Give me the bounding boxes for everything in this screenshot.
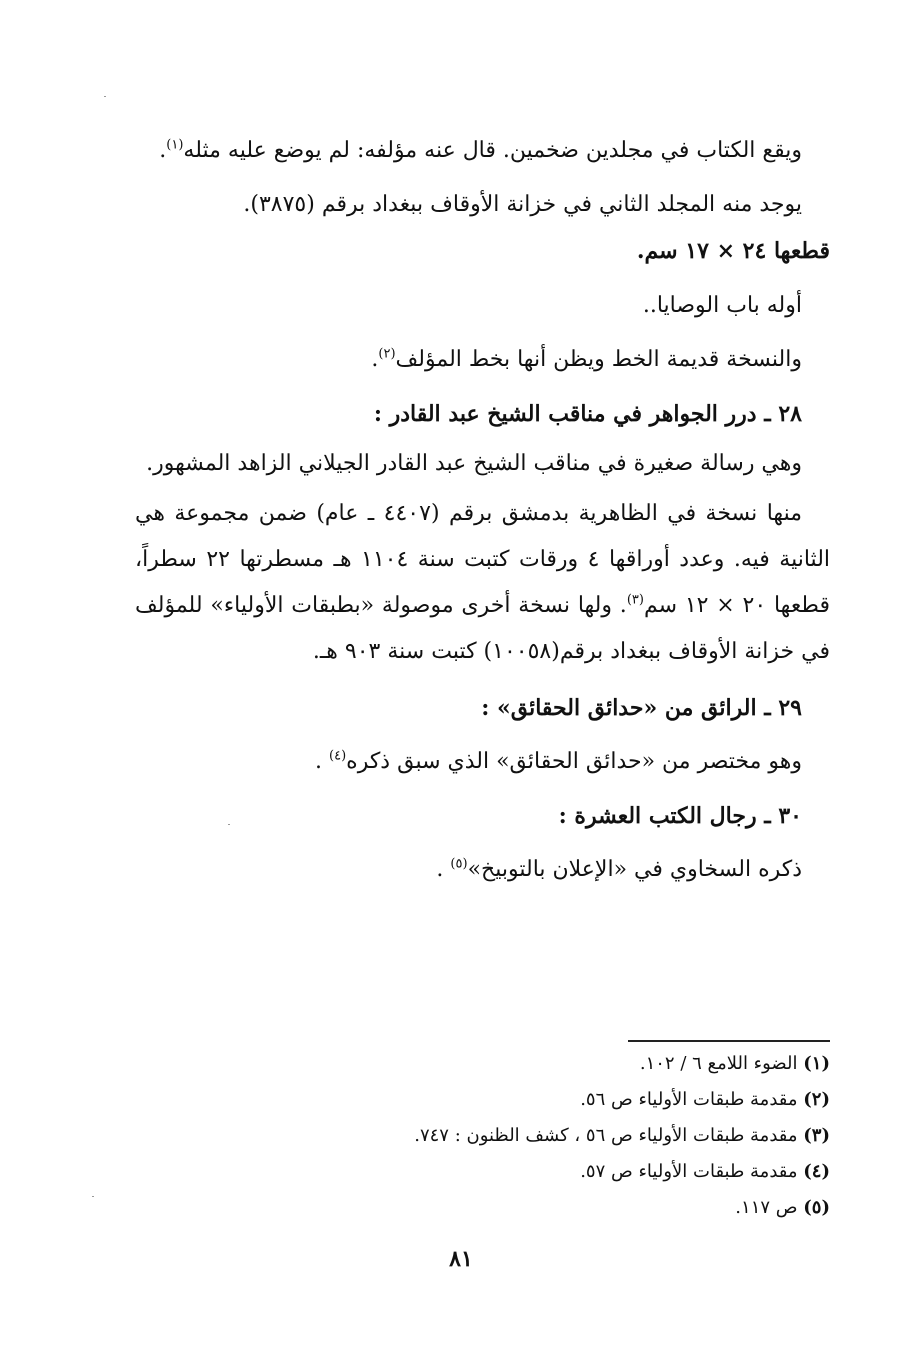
entry-29-heading: ٢٩ ـ الرائق من «حدائق الحقائق» : [481,695,802,721]
footnote-3: (٣) مقدمة طبقات الأولياء ص ٥٦ ، كشف الظنون : ٧٤٧. [414,1125,830,1146]
entry-28-copies: منها نسخة في الظاهرية بدمشق برقم (٤٤٠٧ ـ عام) ضمن مجموعة هي الثانية فيه. وعدد أوراقها ٤ ورقات كتبت سنة ١١٠٤ هـ مسطرتها ٢٢ سطراً، قطعها ٢٠ × ١٢ سم$^{(٣)}$. ولها نسخة أخرى موصولة «بطبقات الأولياء» للمؤلف في خزانة الأوقاف ببغداد برقم(١٠٠٥٨) كتبت سنة ٩٠٣ هـ. [135,501,831,664]
footnote-ref: (١) [166,137,184,153]
paragraph-handwriting: والنسخة قديمة الخط ويظن أنها بخط المؤلف$^{(٢)}$. [371,346,802,372]
page-number: ٨١ [449,1246,473,1272]
entry-30-heading: ٣٠ ـ رجال الكتب العشرة : [558,803,802,829]
footnote-5: (٥) ص ١١٧. [735,1197,830,1218]
footnote-2: (٢) مقدمة طبقات الأولياء ص ٥٦. [580,1089,830,1110]
footnote-ref: (٣) [626,592,644,608]
paragraph-text: يوجد منه المجلد الثاني في خزانة الأوقاف ببغداد برقم (٣٨٧٥). [243,192,802,217]
footnote-4: (٤) مقدمة طبقات الأولياء ص ٥٧. [580,1161,830,1182]
entry-28-heading: ٢٨ ـ درر الجواهر في مناقب الشيخ عبد القادر : [373,401,802,427]
scan-speck [104,96,106,97]
paragraph-size: قطعها ٢٤ × ١٧ سم. [636,238,830,264]
paragraph-volumes: ويقع الكتاب في مجلدين ضخمين. قال عنه مؤلفه: لم يوضع عليه مثله$^{(١)}$. [159,137,802,163]
entry-29-description: وهو مختصر من «حدائق الحقائق» الذي سبق ذكره$^{(٤)}$ . [315,748,802,774]
footnote-ref: (٥) [450,856,468,872]
paragraph-text: ويقع الكتاب في مجلدين ضخمين. قال عنه مؤلفه: لم يوضع عليه مثله [183,138,802,163]
paragraph-text: والنسخة قديمة الخط ويظن أنها بخط المؤلف [395,347,802,372]
scan-speck [92,1196,94,1197]
entry-30-description: ذكره السخاوي في «الإعلان بالتوبيخ»$^{(٥)}$ . [436,856,802,882]
paragraph-beginning [135,283,830,329]
footnote-ref: (٢) [378,346,396,362]
paragraph-location [135,182,830,275]
footnote-ref: (٤) [329,748,347,764]
entry-28-description: وهي رسالة صغيرة في مناقب الشيخ عبد القادر الجيلاني الزاهد المشهور. [146,451,802,476]
paragraph-text: أوله باب الوصايا.. [642,293,802,318]
page-body [135,128,830,893]
footnotes [300,1046,830,1226]
scan-speck [228,824,230,825]
footnote-separator [628,1040,830,1042]
footnote-1: (١) الضوء اللامع ٦ / ١٠٢. [639,1053,830,1074]
